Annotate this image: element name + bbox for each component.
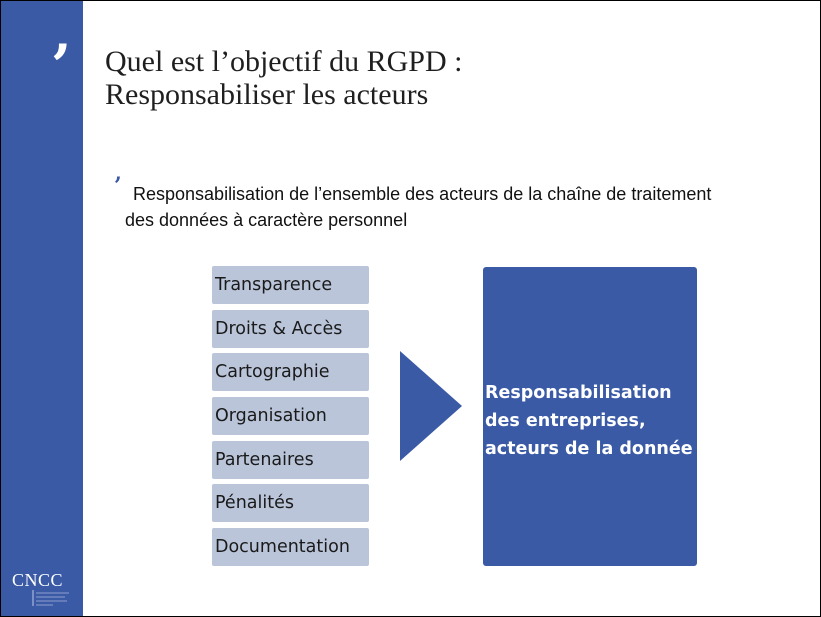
cncc-logo [9, 569, 79, 609]
principle-box-documentation: Documentation [212, 528, 369, 566]
outcome-text [483, 379, 695, 463]
outcome-box [483, 267, 697, 566]
outcome-line-2: des entreprises, [485, 411, 646, 431]
title-quote-mark-icon: ’ [51, 32, 72, 100]
outcome-line-1: Responsabilisation [485, 383, 672, 403]
principle-box-transparence: Transparence [212, 266, 369, 304]
principles-list [212, 266, 369, 572]
principle-box-cartographie: Cartographie [212, 353, 369, 391]
title-line-1: Quel est l’objectif du RGPD : [105, 45, 463, 78]
principle-box-penalites: Pénalités [212, 484, 369, 522]
principle-box-partenaires: Partenaires [212, 441, 369, 479]
arrow-right-icon [400, 351, 462, 461]
title-line-2: Responsabiliser les acteurs [105, 78, 429, 111]
bullet-text: Responsabilisation de l’ensemble des acteurs de la chaîne de traitement des données à caractère personnel [125, 184, 712, 230]
slide-title [105, 45, 755, 111]
logo-lines-icon [9, 569, 79, 609]
outcome-line-3: acteurs de la donnée [485, 439, 693, 459]
principle-box-organisation: Organisation [212, 397, 369, 435]
arrow-shape [400, 351, 462, 461]
bullet-quote-mark-icon: ’ [114, 173, 122, 199]
logo-text: CNCC [12, 570, 64, 590]
principle-box-droits-acces: Droits & Accès [212, 310, 369, 348]
